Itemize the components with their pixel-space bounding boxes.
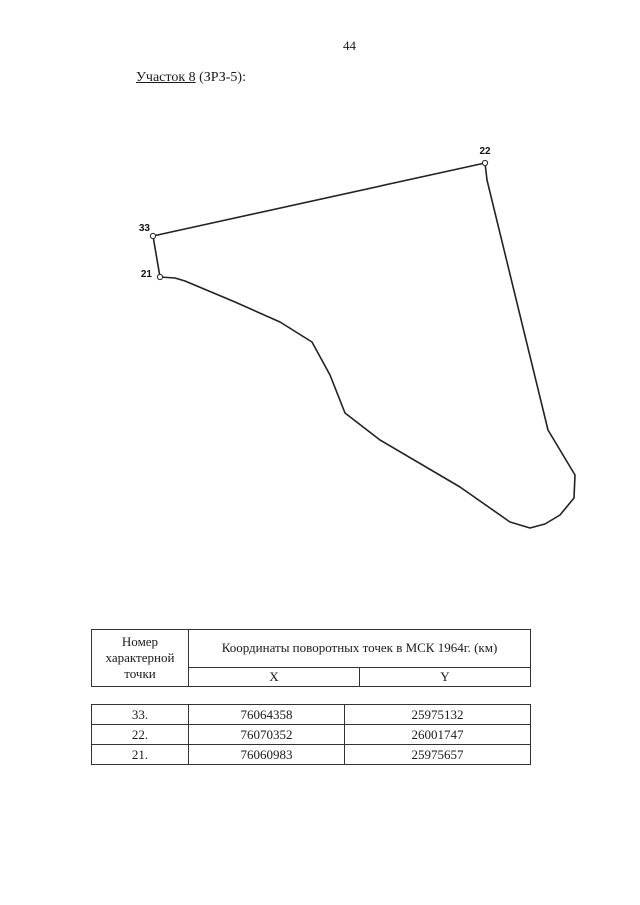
table-row (92, 705, 531, 725)
y-cell: 25975132 (345, 705, 531, 725)
x-cell: 76060983 (189, 745, 345, 765)
point-cell: 22. (92, 725, 189, 745)
table-row (92, 725, 531, 745)
y-cell: 25975657 (345, 745, 531, 765)
point-cell: 21. (92, 745, 189, 765)
coordinates-header: Координаты поворотных точек в МСК 1964г. (км) (189, 630, 531, 668)
coordinates-table-header (91, 629, 531, 687)
section-code: (ЗРЗ-5): (199, 70, 246, 85)
point-number-header: Номер характерной точки (92, 630, 189, 687)
vertex-marker-21 (157, 274, 162, 279)
coordinates-table (91, 704, 531, 765)
vertex-label-22: 22 (479, 146, 491, 157)
y-column-header: Y (360, 667, 531, 686)
table-row (92, 745, 531, 765)
point-cell: 33. (92, 705, 189, 725)
vertex-label-33: 33 (138, 223, 150, 234)
x-column-header: X (189, 667, 360, 686)
vertex-label-21: 21 (140, 269, 152, 280)
section-label: Участок 8 (136, 70, 196, 85)
parcel-boundary (153, 163, 575, 528)
x-cell: 76070352 (189, 725, 345, 745)
vertex-marker-33 (150, 233, 155, 238)
y-cell: 26001747 (345, 725, 531, 745)
x-cell: 76064358 (189, 705, 345, 725)
page-number: 44 (343, 38, 356, 53)
vertex-marker-22 (482, 160, 487, 165)
